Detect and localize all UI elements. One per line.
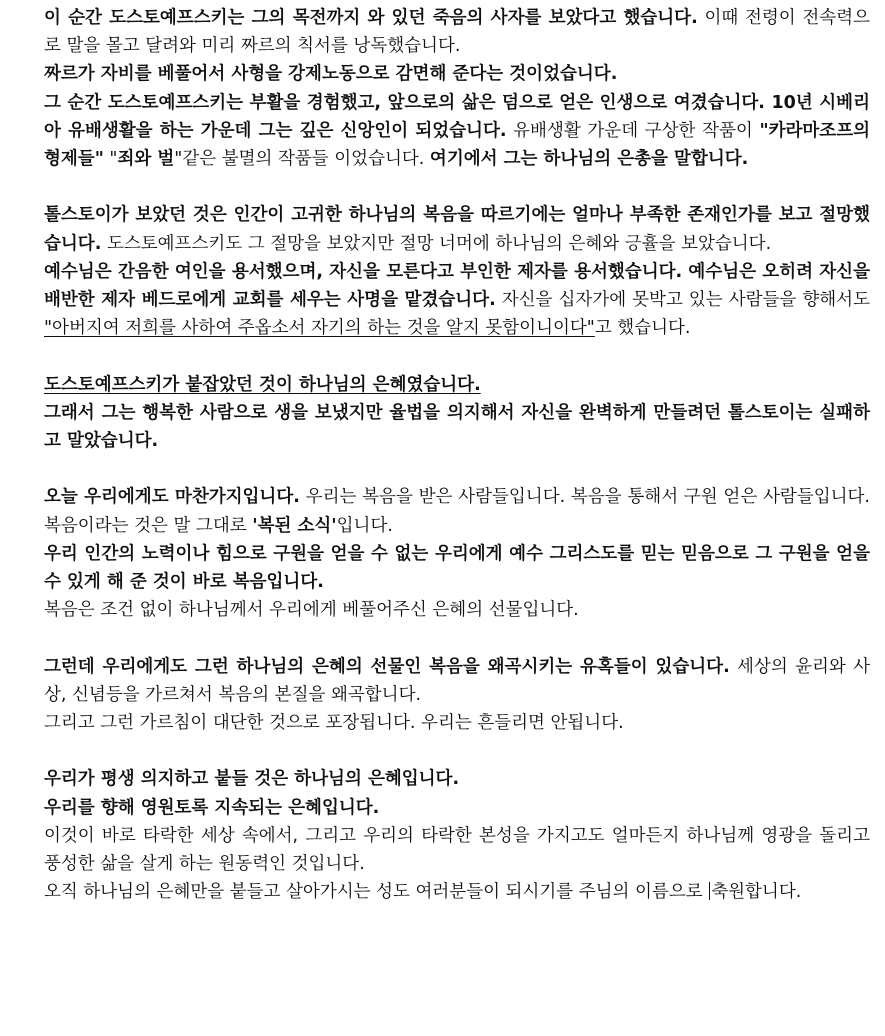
text-run: 도스토예프스키도 그 절망을 보았지만 절망 너머에 하나님의 은혜와 긍휼을 보았습니다. — [101, 233, 772, 254]
blank-line — [44, 342, 870, 370]
paragraph-1 — [44, 4, 870, 60]
text-run: 이것이 바로 타락한 세상 속에서, 그리고 우리의 타락한 본성을 가지고도 얼마든지 하나님께 영광을 돌리고 풍성한 삶을 살게 하는 원동력인 것입니다. — [44, 825, 870, 875]
paragraph-8c — [44, 822, 870, 878]
paragraph-3 — [44, 201, 870, 257]
quote-underlined: "아버지여 저희를 사하여 주옵소서 자기의 하는 것을 알지 못함이니이다" — [44, 318, 595, 339]
paragraph-5 — [44, 371, 870, 399]
paragraph-8b — [44, 794, 870, 822]
paragraph-6b — [44, 540, 870, 596]
text-run: '복된 소식' — [252, 515, 337, 536]
paragraph-5b — [44, 399, 870, 455]
blank-line — [44, 737, 870, 765]
text-run: 복음은 조건 없이 하나님께서 우리에게 베풀어주신 은혜의 선물입니다. — [44, 600, 579, 621]
text-run: 우리가 평생 의지하고 붙들 것은 하나님의 은혜입니다. — [44, 769, 460, 790]
paragraph-2 — [44, 89, 870, 174]
text-run: 우리는 복음을 받은 사람들입니다. 복음을 통해서 구원 얻은 사람들입니다. 복음이라는 것은 말 그대로 — [44, 487, 870, 536]
paragraph-1b — [44, 60, 870, 88]
text-run: 톨스토이가 보았던 것은 인간이 고귀한 하나님의 복음을 따르기에는 얼마나 부족한 존재인가를 보고 절망했습니다. — [44, 205, 870, 254]
blank-line — [44, 624, 870, 652]
text-run: 고 했습니다. — [594, 318, 691, 339]
blank-line — [44, 173, 870, 201]
text-run: 짜르가 자비를 베풀어서 사형을 강제노동으로 감면해 준다는 것이었습니다. — [44, 64, 618, 85]
text-run: 유배생활 가운데 구상한 작품이 — [506, 120, 760, 141]
text-run: 이때 전령이 전속력으로 말을 몰고 달려와 미리 짜르의 칙서를 낭독했습니다. — [44, 8, 871, 57]
text-run: 죄와 벌 — [117, 149, 175, 170]
text-run: 입니다. — [336, 515, 393, 536]
text-run: 그리고 그런 가르침이 대단한 것으로 포장됩니다. 우리는 흔들리면 안됩니다. — [44, 713, 624, 734]
paragraph-8 — [44, 765, 870, 793]
paragraph-8d — [44, 878, 870, 906]
paragraph-7 — [44, 653, 870, 709]
text-run: 우리를 향해 영원토록 지속되는 은혜입니다. — [44, 797, 380, 818]
paragraph-6 — [44, 483, 870, 539]
text-run: 오직 하나님의 은혜만을 붙들고 살아가시는 성도 여러분들이 되시기를 주님의 이름으로 — [44, 882, 709, 903]
text-run: 이 순간 도스토예프스키는 그의 목전까지 와 있던 죽음의 사자를 보았다고 했습니다. — [44, 8, 698, 28]
text-run: "카라마조프의 형제들" — [44, 120, 871, 170]
text-run: 우리 인간의 노력이나 힘으로 구원을 얻을 수 없는 우리에게 예수 그리스도를 믿는 믿음으로 그 구원을 얻을 수 있게 해 준 것이 바로 복음입니다. — [44, 543, 870, 593]
text-run: "같은 불멸의 작품들 이었습니다. — [174, 149, 430, 170]
text-run: 자신을 십자가에 못박고 있는 사람들을 향해서도 — [495, 290, 870, 311]
paragraph-7b — [44, 709, 870, 737]
text-run: 여기에서 그는 하나님의 은총을 말합니다. — [429, 149, 749, 170]
text-run: 오늘 우리에게도 마찬가지입니다. — [44, 487, 300, 508]
text-run: 도스토예프스키가 붙잡았던 것이 하나님의 은혜였습니다. — [44, 374, 481, 395]
text-run: 예수님은 간음한 여인을 용서했으며, 자신을 모른다고 부인한 제자를 용서했습니다. 예수님은 오히려 자신을 배반한 제자 베드로에게 교회를 세우는 사명을 맡겼습니다. — [44, 261, 870, 311]
document-page[interactable] — [44, 4, 870, 906]
text-run: " — [103, 149, 118, 170]
blank-line — [44, 455, 870, 483]
text-run: 그래서 그는 행복한 사람으로 생을 보냈지만 율법을 의지해서 자신을 완벽하게 만들려던 톨스토이는 실패하고 말았습니다. — [44, 402, 870, 452]
paragraph-4 — [44, 258, 870, 343]
text-run: 그런데 우리에게도 그런 하나님의 은혜의 선물인 복음을 왜곡시키는 유혹들이 있습니다. — [44, 656, 730, 677]
paragraph-6c — [44, 596, 870, 624]
text-run: 그 순간 도스토예프스키는 부활을 경험했고, 앞으로의 삶은 덤으로 얻은 인생으로 여겼습니다. 10년 시베리아 유배생활을 하는 가운데 그는 깊은 신앙인이 되었습니다. — [44, 92, 870, 141]
text-run: 축원합니다. — [711, 882, 802, 903]
text-run: 세상의 윤리와 사상, 신념등을 가르쳐서 복음의 본질을 왜곡합니다. — [44, 656, 870, 705]
